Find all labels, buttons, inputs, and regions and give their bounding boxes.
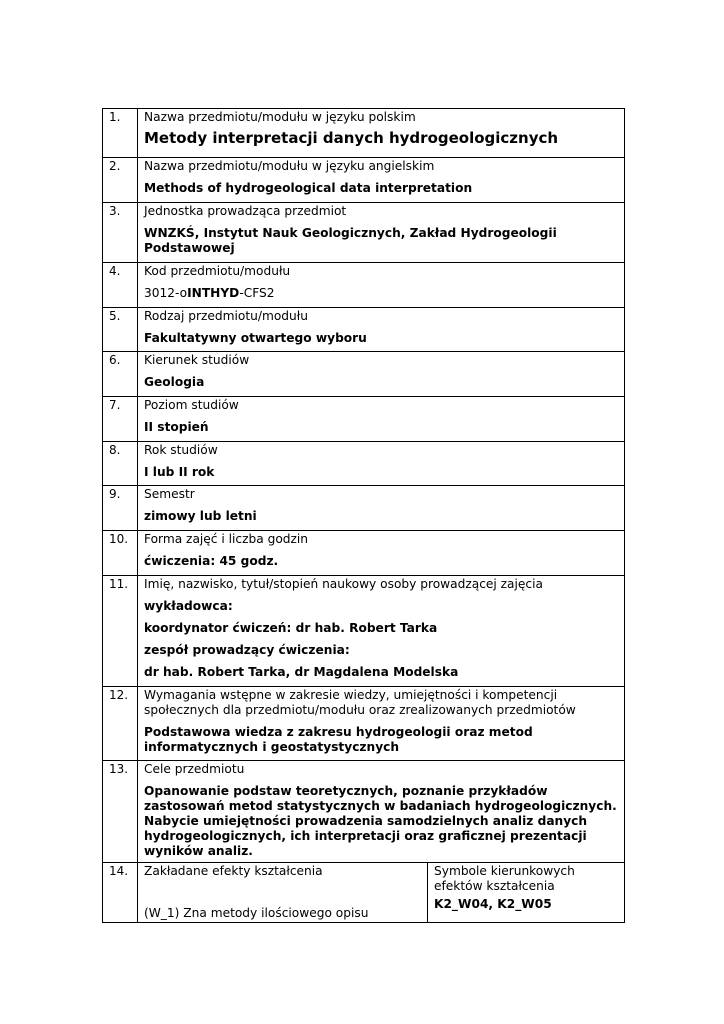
row-number: 8. <box>103 442 138 486</box>
syllabus-table <box>102 108 625 923</box>
row-number: 6. <box>103 352 138 397</box>
study-year: I lub II rok <box>144 465 215 479</box>
row-number: 7. <box>103 397 138 442</box>
row-number: 3. <box>103 203 138 263</box>
field-label: Poziom studiów <box>144 398 239 412</box>
field-label: Kierunek studiów <box>144 353 250 367</box>
table-row <box>103 109 625 158</box>
row-number: 11. <box>103 576 138 687</box>
row-number: 5. <box>103 308 138 352</box>
semester: zimowy lub letni <box>144 509 257 523</box>
field-label: Wymagania wstępne w zakresie wiedzy, umiejętności i kompetencji społecznych dla przedmiotu/modułu oraz zrealizowanych przedmiotów <box>144 688 576 717</box>
course-type: Fakultatywny otwartego wyboru <box>144 331 367 345</box>
field-label: Nazwa przedmiotu/modułu w języku angielskim <box>144 159 435 173</box>
field-label: Nazwa przedmiotu/modułu w języku polskim <box>144 110 416 124</box>
table-row <box>103 158 625 203</box>
instructors-block <box>144 599 618 680</box>
row-number: 14. <box>103 863 138 923</box>
table-row <box>103 687 625 761</box>
table-row <box>103 397 625 442</box>
course-code: 3012-oINTHYD-CFS2 <box>144 286 275 300</box>
prerequisites: Podstawowa wiedza z zakresu hydrogeologii oraz metod informatycznych i geostatystycznych <box>144 725 533 754</box>
field-label: Rodzaj przedmiotu/modułu <box>144 309 308 323</box>
row-number: 12. <box>103 687 138 761</box>
coordinator-line: koordynator ćwiczeń: dr hab. Robert Tarka <box>144 621 438 635</box>
table-row <box>103 352 625 397</box>
table-row <box>103 486 625 531</box>
table-row <box>103 442 625 486</box>
field-label: Zakładane efekty kształcenia <box>144 864 323 878</box>
row-number: 13. <box>103 761 138 863</box>
class-form-hours: ćwiczenia: 45 godz. <box>144 554 279 568</box>
lecturer-line: wykładowca: <box>144 599 233 613</box>
table-row <box>103 203 625 263</box>
learning-outcome: (W_1) Zna metody ilościowego opisu <box>144 906 369 920</box>
symbols-label: Symbole kierunkowych efektów kształcenia <box>434 864 575 893</box>
row-number: 4. <box>103 263 138 308</box>
field-label: Rok studiów <box>144 443 218 457</box>
table-row <box>103 761 625 863</box>
field-label: Jednostka prowadząca przedmiot <box>144 204 347 218</box>
table-row <box>103 308 625 352</box>
table-row <box>103 531 625 576</box>
row-number: 10. <box>103 531 138 576</box>
course-name-pl: Metody interpretacji danych hydrogeologicznych <box>144 129 559 147</box>
table-row <box>103 263 625 308</box>
field-label: Semestr <box>144 487 195 501</box>
field-label: Kod przedmiotu/modułu <box>144 264 291 278</box>
table-row <box>103 863 625 923</box>
unit-value: WNZKŚ, Instytut Nauk Geologicznych, Zakład Hydrogeologii Podstawowej <box>144 226 557 255</box>
outcome-symbols: K2_W04, K2_W05 <box>434 897 552 911</box>
table-row <box>103 576 625 687</box>
row-number: 2. <box>103 158 138 203</box>
field-of-study: Geologia <box>144 375 205 389</box>
study-level: II stopień <box>144 420 209 434</box>
course-name-en: Methods of hydrogeological data interpretation <box>144 181 473 195</box>
syllabus-page <box>102 108 624 923</box>
field-label: Forma zajęć i liczba godzin <box>144 532 309 546</box>
field-label: Cele przedmiotu <box>144 762 245 776</box>
team-members-line: dr hab. Robert Tarka, dr Magdalena Modelska <box>144 665 459 679</box>
course-goals: Opanowanie podstaw teoretycznych, poznanie przykładów zastosowań metod statystycznych w badaniach hydrogeologicznych. Nabycie umiejętności prowadzenia samodzielnych analiz danych hydrogeologicznych, ich interpretacji oraz graficznej prezentacji wyników analiz. <box>144 784 617 858</box>
field-label: Imię, nazwisko, tytuł/stopień naukowy osoby prowadzącej zajęcia <box>144 577 543 591</box>
row-number: 9. <box>103 486 138 531</box>
team-heading-line: zespół prowadzący ćwiczenia: <box>144 643 350 657</box>
row-number: 1. <box>103 109 138 158</box>
